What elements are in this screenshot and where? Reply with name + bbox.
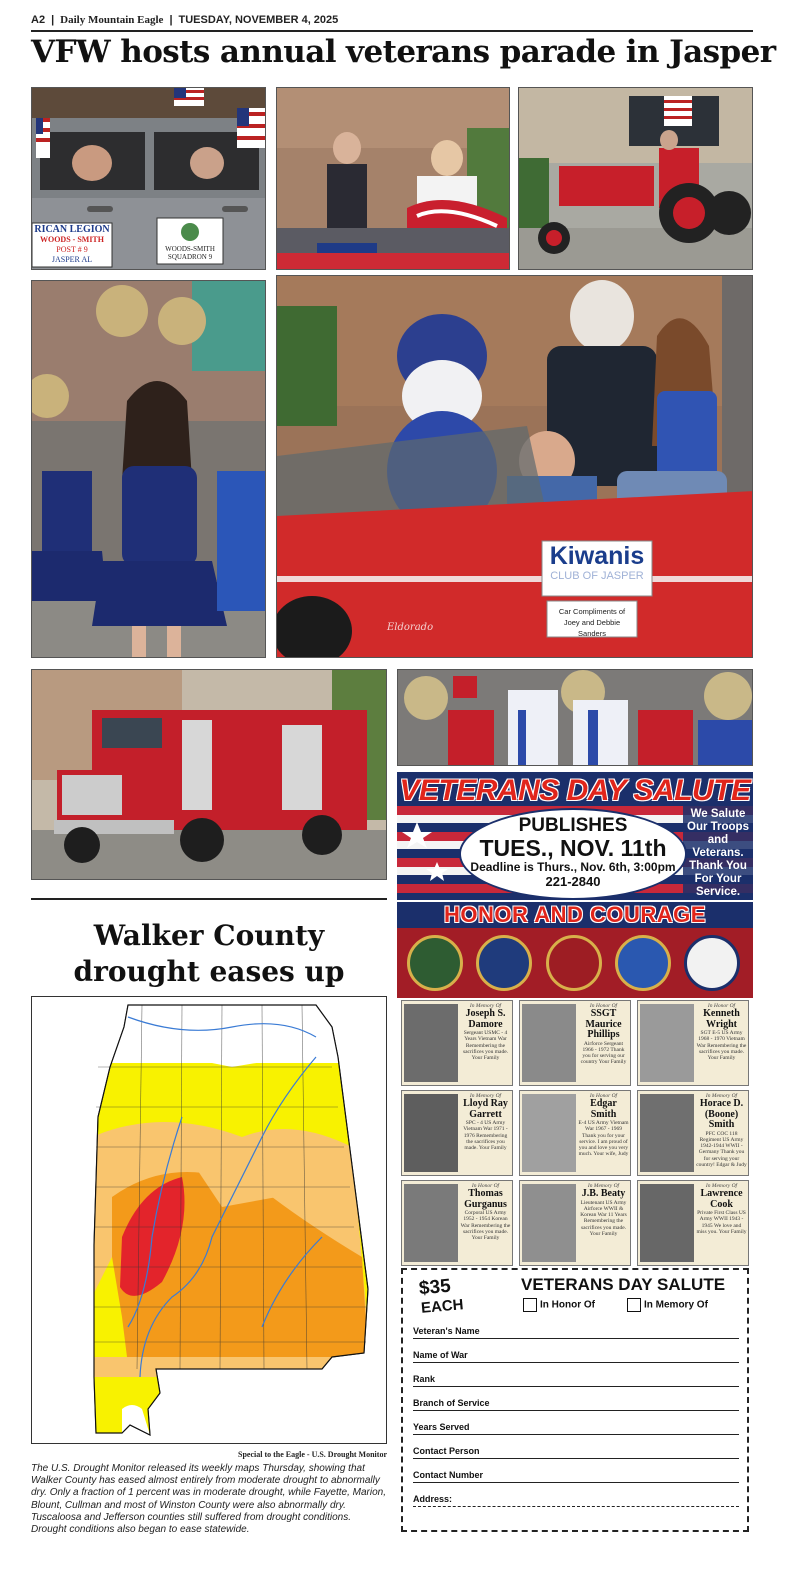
- memorial-card: [637, 1000, 749, 1086]
- honor-option-label: In Honor Of: [540, 1299, 595, 1311]
- memorial-detail: SPC - 4 US Army Vietnam War 1971 - 1976 Remembering the sacrifices you made. Your Family: [463, 1120, 508, 1152]
- form-field[interactable]: [413, 1350, 739, 1363]
- legion-sign-line3: POST # 9: [56, 245, 88, 254]
- form-field-label: Address:: [413, 1494, 453, 1504]
- photo-kiwanis-car: [276, 275, 753, 658]
- veterans-day-ad: [397, 772, 753, 1534]
- legion-sign-line1: RICAN LEGION: [34, 224, 110, 235]
- memorial-name: Lloyd Ray Garrett: [463, 1098, 508, 1120]
- veteran-photo: [522, 1094, 576, 1172]
- photo-legion-truck: [31, 87, 266, 270]
- memorial-name: SSGT Maurice Phillips: [585, 1008, 622, 1040]
- form-price: $35: [418, 1275, 452, 1300]
- memorial-card: [519, 1180, 631, 1266]
- squadron-sign: [159, 245, 221, 261]
- ad-salute-text: We Salute Our Troops and Veterans. Thank You For Your Service.: [687, 808, 749, 898]
- kiwanis-sign: [545, 542, 649, 583]
- photo-marching-band: [397, 669, 753, 766]
- marine-corps-seal-icon: [546, 935, 602, 991]
- memorial-tag: In Memory Of: [469, 1093, 502, 1099]
- memorial-name: Thomas Gurganus: [464, 1188, 507, 1210]
- honor-option[interactable]: [523, 1298, 595, 1312]
- memorial-detail: E-4 US Army Vietnam War 1967 - 1969 Thank you for your service. I am proud of you and love you very much. Your wife, Judy: [578, 1120, 629, 1158]
- car-script: Eldorado: [387, 622, 434, 633]
- photo-dancers: [31, 280, 266, 658]
- drought-caption: The U.S. Drought Monitor released its weekly maps Thursday, showing that Walker County has eased almost entirely from moderate drought to abnormally dry. Only a fraction of 1 percent was in moderate drought, while Fayette, Marion, Blount, Cullman and most of Winston County were also abnormally dry. Tuscaloosa and Jefferson counties still suffered from drought conditions. Drought conditions also began to ease statewide.: [31, 1463, 386, 1536]
- ad-banner: [397, 772, 753, 900]
- army-seal-icon: [407, 935, 463, 991]
- memorial-tag: In Memory Of: [469, 1003, 502, 1009]
- veteran-photo: [522, 1184, 576, 1262]
- veteran-photo: [404, 1184, 458, 1262]
- kiwanis-sign-title: Kiwanis: [549, 542, 645, 570]
- drought-rule: [31, 898, 387, 900]
- form-field-label: Name of War: [413, 1350, 468, 1360]
- form-field[interactable]: [413, 1446, 739, 1459]
- form-field-label: Contact Number: [413, 1470, 484, 1480]
- folio-line: A2 | Daily Mountain Eagle | TUESDAY, NOVEMBER 4, 2025: [31, 14, 339, 26]
- form-field[interactable]: [413, 1494, 739, 1507]
- form-title: VETERANS DAY SALUTE: [521, 1275, 726, 1294]
- legion-sign: [34, 225, 110, 265]
- photo-red-tractor: [518, 87, 753, 270]
- form-field[interactable]: [413, 1326, 739, 1339]
- memorial-card: [401, 1090, 513, 1176]
- memorial-detail: Corporal US Army 1952 - 1954 Korean War Remembering the sacrifices you made. Your Family: [460, 1210, 511, 1242]
- form-field-label: Rank: [413, 1374, 436, 1384]
- memorial-name: Horace D. (Boone) Smith: [699, 1098, 744, 1130]
- form-field-label: Years Served: [413, 1422, 470, 1432]
- memorial-name: Edgar Smith: [590, 1098, 617, 1120]
- photo-fire-truck: [31, 669, 387, 880]
- kiwanis-sign-sub: CLUB OF JASPER: [550, 570, 644, 582]
- order-form: [401, 1268, 749, 1532]
- memorial-name: Joseph S. Damore: [465, 1008, 506, 1030]
- car-sign-line1: Car Compliments of: [558, 607, 626, 616]
- memorial-detail: Sergeant USMC - 4 Years Vietnam War Remembering the sacrifices you made. Your Family: [462, 1030, 509, 1062]
- paper-name: Daily Mountain Eagle: [60, 14, 164, 26]
- memory-option[interactable]: [627, 1298, 708, 1312]
- ad-pub-date: TUES., NOV. 11th: [479, 835, 667, 861]
- form-field-label: Branch of Service: [413, 1398, 490, 1408]
- squadron-sign-line1: WOODS-SMITH: [165, 245, 215, 253]
- memorial-name: Lawrence Cook: [700, 1188, 743, 1210]
- ad-phone: 221-2840: [545, 874, 601, 889]
- ad-publishes: PUBLISHES: [518, 815, 628, 836]
- memorial-tag: In Memory Of: [705, 1183, 738, 1189]
- ad-deadline: Deadline is Thurs., Nov. 6th, 3:00pm: [470, 860, 676, 874]
- veteran-photo: [640, 1094, 694, 1172]
- folio-rule: [31, 30, 753, 32]
- memorial-tag: In Honor Of: [471, 1183, 500, 1189]
- memorial-detail: Lieutenant US Army Airforce WWII & Korean War 11 Years Remembering the sacrifices you made. Your Family: [580, 1199, 627, 1237]
- memorial-detail: PFC COC 118 Regiment US Army 1942-1944 WWII - Germany Thank you for serving your country! Edgar & Judy: [696, 1130, 747, 1168]
- memorial-card: [401, 1180, 513, 1266]
- veteran-photo: [404, 1094, 458, 1172]
- memorial-card: [519, 1090, 631, 1176]
- car-sign: [549, 606, 635, 639]
- memory-checkbox[interactable]: [627, 1298, 641, 1312]
- ad-seals-row: [397, 928, 753, 998]
- squadron-sign-line2: SQUADRON 9: [167, 253, 213, 261]
- memorial-card: [637, 1090, 749, 1176]
- issue-date: TUESDAY, NOVEMBER 4, 2025: [178, 14, 339, 26]
- veteran-photo: [522, 1004, 576, 1082]
- page-number: A2: [31, 14, 46, 26]
- memorial-tag: In Honor Of: [589, 1003, 618, 1009]
- memorial-grid: [401, 1000, 749, 1264]
- form-each: EACH: [420, 1296, 465, 1317]
- veteran-photo: [640, 1004, 694, 1082]
- memorial-detail: Airforce Sergeant 1966 - 1972 Thank you for serving our country Your Family: [580, 1040, 627, 1066]
- memorial-detail: SGT E-5 US Army 1968 - 1970 Vietnam War Remembering the sacrifices you made. Your Family: [696, 1030, 747, 1062]
- honor-checkbox[interactable]: [523, 1298, 537, 1312]
- veteran-photo: [640, 1184, 694, 1262]
- memorial-tag: In Memory Of: [705, 1093, 738, 1099]
- form-field-label: Contact Person: [413, 1446, 480, 1456]
- memory-option-label: In Memory Of: [644, 1299, 708, 1311]
- parade-headline: VFW hosts annual veterans parade in Jasper: [31, 34, 776, 70]
- form-field[interactable]: [413, 1422, 739, 1435]
- veteran-photo: [404, 1004, 458, 1082]
- navy-seal-icon: [476, 935, 532, 991]
- memorial-tag: In Memory Of: [587, 1183, 620, 1189]
- legion-sign-line4: JASPER AL: [51, 255, 93, 264]
- form-field-label: Veteran's Name: [413, 1326, 480, 1336]
- coast-guard-seal-icon: [684, 935, 740, 991]
- form-field[interactable]: [413, 1374, 739, 1387]
- form-field[interactable]: [413, 1398, 739, 1411]
- memorial-tag: In Honor Of: [589, 1093, 618, 1099]
- memorial-card: [401, 1000, 513, 1086]
- memorial-name: Kenneth Wright: [703, 1008, 740, 1030]
- ad-publish-oval: [459, 808, 687, 900]
- memorial-detail: Private First Class US Army WWII 1943 - 1945 We love and miss you. Your Family: [696, 1210, 747, 1235]
- form-field[interactable]: [413, 1470, 739, 1483]
- ad-honor-banner: HONOR AND COURAGE: [397, 902, 753, 928]
- memorial-name: J.B. Beaty: [581, 1188, 626, 1199]
- air-force-seal-icon: [615, 935, 671, 991]
- map-credit: Special to the Eagle - U.S. Drought Monitor: [238, 1450, 387, 1459]
- memorial-card: [519, 1000, 631, 1086]
- drought-headline: Walker County drought eases up: [73, 919, 345, 988]
- legion-sign-line2: WOODS - SMITH: [39, 235, 104, 244]
- memorial-card: [637, 1180, 749, 1266]
- ad-title: VETERANS DAY SALUTE: [399, 774, 751, 807]
- drought-map: [31, 996, 387, 1444]
- car-sign-line2: Joey and Debbie Sanders: [563, 618, 621, 638]
- memorial-tag: In Honor Of: [707, 1003, 736, 1009]
- photo-float-riders: [276, 87, 510, 270]
